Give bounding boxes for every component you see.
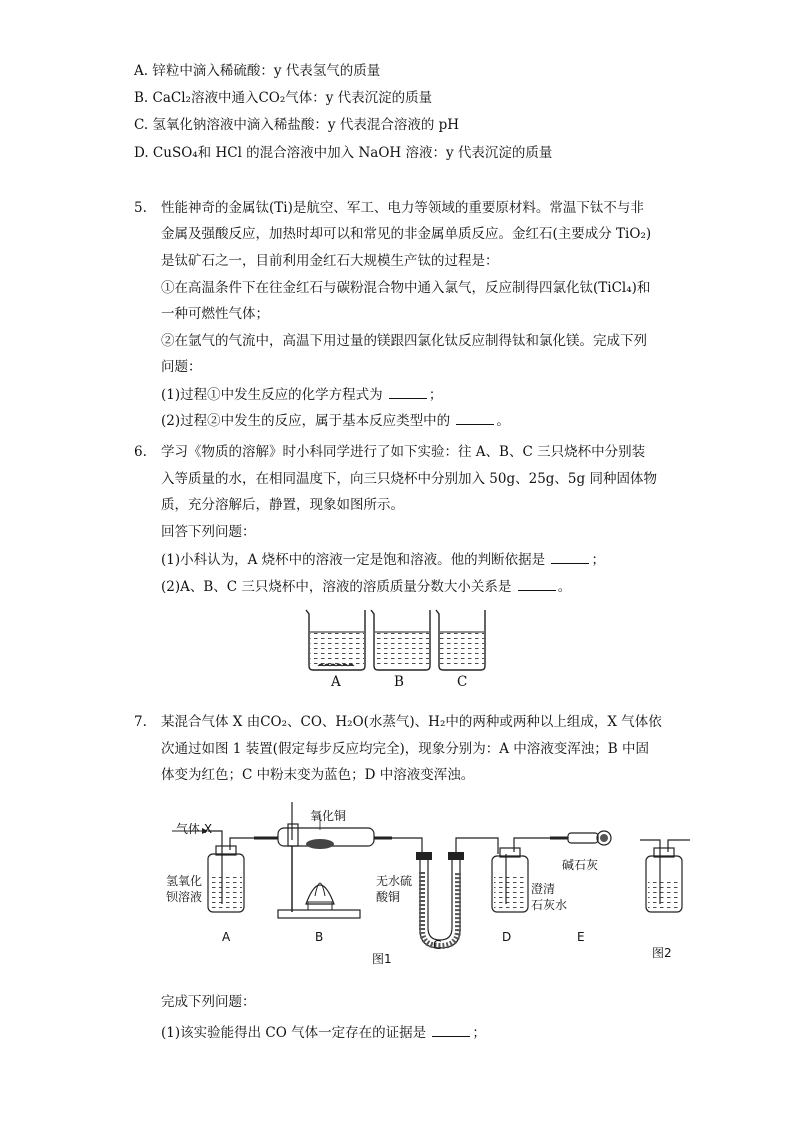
- answer-blank[interactable]: [456, 410, 494, 425]
- q5-line-7: 问题：: [161, 359, 202, 375]
- q5-sub-1-end: ；: [428, 387, 443, 403]
- u-tube-c: [392, 838, 498, 948]
- q6-line-4: 回答下列问题：: [161, 524, 256, 540]
- q5-sub-2: [161, 410, 510, 431]
- q5-sub-2-end: 。: [496, 413, 510, 429]
- beaker-c: [436, 610, 485, 670]
- q7-line-2: 次通过如图 1 装置(假定每步反应均完全)，现象分别为：A 中溶液变浑浊；B 中固: [161, 741, 649, 757]
- q6-sub-2-end: 。: [557, 579, 572, 595]
- option-a: A. 锌粒中滴入稀硫酸：y 代表氢气的质量: [134, 63, 381, 79]
- option-d: D. CuSO₄和 HCl 的混合溶液中加入 NaOH 溶液：y 代表沉淀的质量: [134, 145, 553, 161]
- lime-label-2: 石灰水: [531, 898, 568, 912]
- app-label-b: B: [315, 930, 324, 944]
- beaker-b: [371, 610, 430, 670]
- app-label-e: E: [577, 930, 585, 944]
- option-b: B. CaCl₂溶液中通入CO₂气体：y 代表沉淀的质量: [134, 90, 433, 106]
- q6-line-1: 学习《物质的溶解》时小科同学进行了如下实验：往 A、B、C 三只烧杯中分别装: [161, 444, 646, 460]
- q5-line-5: 一种可燃性气体；: [161, 306, 269, 322]
- bottle-fig2: [640, 840, 690, 912]
- q5-number: 5.: [134, 200, 147, 216]
- gas-x-label: 气体 X: [176, 822, 213, 836]
- q5-line-3: 是钛矿石之一，目前利用金红石大规模生产钛的过程是：: [161, 253, 499, 269]
- bottle-a: [208, 831, 254, 912]
- q5-line-4: ①在高温条件下在往金红石与碳粉混合物中通入氯气，反应制得四氯化钛(TiCl₄)和: [161, 280, 651, 296]
- q7-number: 7.: [134, 714, 147, 730]
- q6-sub-2-text: (2)A、B、C 三只烧杯中，溶液的溶质质量分数大小关系是: [161, 579, 512, 595]
- q6-sub-1: [161, 549, 605, 570]
- cuso4-label-1: 无水硫: [376, 874, 413, 888]
- q5-line-6: ②在氩气的气流中，高温下用过量的镁跟四氯化钛反应制得钛和氯化镁。完成下列: [161, 333, 647, 349]
- app-label-c: C: [433, 938, 442, 952]
- drying-tube-e: [550, 831, 611, 845]
- beaker-a: [306, 610, 365, 670]
- q6-line-3: 质，充分溶解后，静置，现象如图所示。: [161, 497, 404, 513]
- q6-sub-2: [161, 576, 571, 597]
- fig1-caption: 图1: [372, 952, 392, 966]
- q7-line-3: 体变为红色；C 中粉末变为蓝色；D 中溶液变浑浊。: [161, 767, 475, 783]
- q6-sub-1-text: (1)小科认为，A 烧杯中的溶液一定是饱和溶液。他的判断依据是: [161, 552, 546, 568]
- option-c: C. 氢氧化钠溶液中滴入稀盐酸：y 代表混合溶液的 pH: [134, 117, 460, 133]
- answer-blank[interactable]: [432, 1022, 470, 1037]
- soda-lime-label: 碱石灰: [562, 858, 599, 872]
- fig2-caption: 图2: [652, 946, 672, 960]
- app-label-a: A: [222, 930, 231, 944]
- q5-sub-2-text: (2)过程②中发生的反应，属于基本反应类型中的: [161, 413, 451, 429]
- cuo-label: 氧化铜: [310, 809, 347, 823]
- beaker-b-label: B: [394, 674, 404, 690]
- q5-line-1: 性能神奇的金属钛(Ti)是航空、军工、电力等领域的重要原材料。常温下钛不与非: [161, 200, 644, 216]
- beaker-a-label: A: [331, 674, 341, 690]
- answer-blank[interactable]: [389, 384, 427, 399]
- answer-blank[interactable]: [551, 549, 589, 564]
- answer-blank[interactable]: [518, 576, 556, 591]
- beaker-c-label: C: [457, 674, 468, 690]
- baoh-label-1: 氢氧化: [166, 874, 203, 888]
- q6-number: 6.: [134, 444, 147, 460]
- q5-sub-1: [161, 384, 442, 405]
- q6-line-2: 入等质量的水，在相同温度下，向三只烧杯中分别加入 50g、25g、5g 同种固体物: [161, 471, 657, 487]
- lime-label-1: 澄清: [531, 882, 556, 896]
- q7-line-4: 完成下列问题：: [161, 994, 256, 1010]
- baoh-label-2: 钡溶液: [166, 890, 203, 904]
- app-label-d: D: [502, 930, 512, 944]
- q7-sub-1-text: (1)该实验能得出 CO 气体一定存在的证据是: [161, 1025, 427, 1041]
- q7-sub-1-end: ；: [472, 1025, 486, 1041]
- q7-sub-1: [161, 1022, 486, 1043]
- q7-line-1: 某混合气体 X 由CO₂、CO、H₂O(水蒸气)、H₂中的两种或两种以上组成，X 气体依: [161, 714, 662, 730]
- q6-sub-1-end: ；: [591, 552, 605, 568]
- cuso4-label-2: 酸铜: [376, 890, 401, 904]
- q5-sub-1-text: (1)过程①中发生反应的化学方程式为: [161, 387, 383, 403]
- q5-line-2: 金属及强酸反应，加热时却可以和常见的非金属单质反应。金红石(主要成分 TiO₂): [161, 226, 652, 242]
